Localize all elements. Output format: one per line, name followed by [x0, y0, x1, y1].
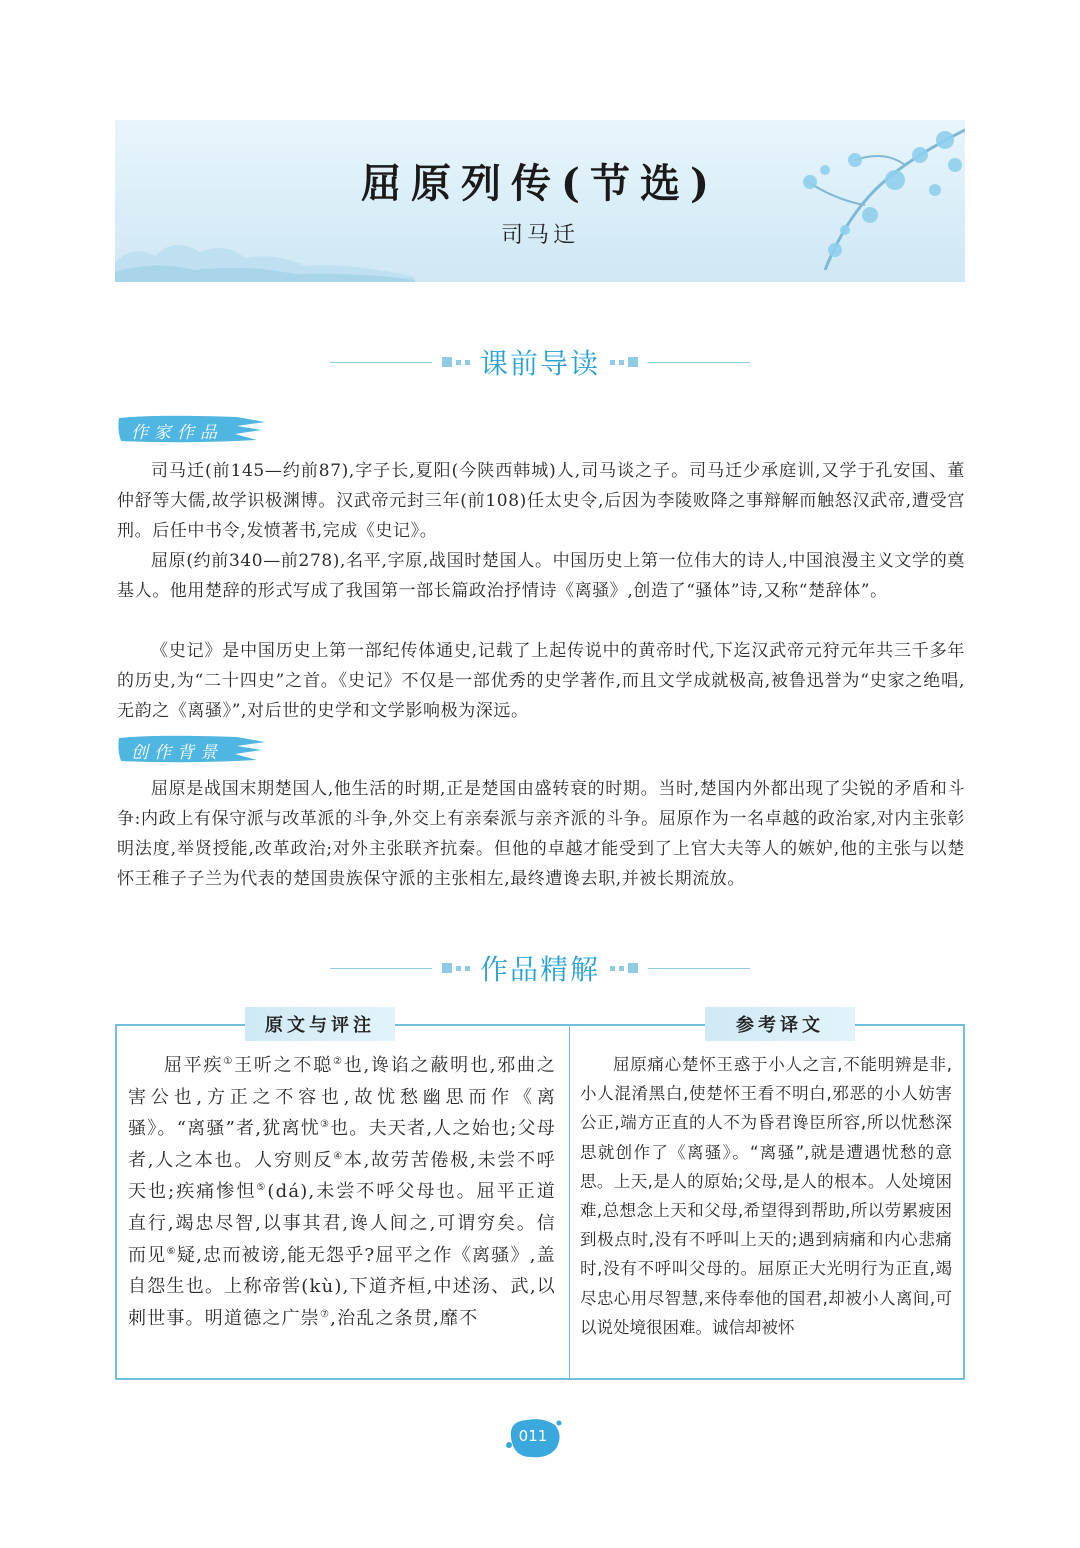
- original-text-tag: 原文与评注: [245, 1007, 395, 1041]
- column-divider: [569, 1026, 570, 1378]
- tag-label: 创作背景: [131, 743, 223, 763]
- footnote-marker: ②: [333, 1056, 344, 1067]
- section-header-analysis: [330, 948, 750, 988]
- tag-label: 作家作品: [131, 423, 223, 443]
- page-number: 011: [518, 1427, 548, 1445]
- divider-line: [330, 968, 432, 969]
- section-title: 课前导读: [480, 347, 601, 380]
- footnote-marker: ④: [333, 1150, 344, 1162]
- footnote-marker: ①: [223, 1056, 235, 1067]
- intro-paragraph-3: 《史记》是中国历史上第一部纪传体通史,记载了上起传说中的黄帝时代,下迄汉武帝元狩元年共三千多年的历史,为“二十四史”之首。《史记》不仅是一部优秀的史学著作,而且文学成就极高,被鲁迅誉为“史家之绝唱,无韵之《离骚》”,对后世的史学和文学影响极为深远。: [117, 641, 965, 721]
- divider-line: [648, 362, 750, 363]
- decor-squares: [442, 357, 470, 367]
- intro-paragraph-2: 屈原(约前340—前278),名平,字原,战国时楚国人。中国历史上第一位伟大的诗人,中国浪漫主义文学的奠基人。他用楚辞的形式写成了我国第一部长篇政治抒情诗《离骚》,创造了“骚体”诗,又称“楚辞体”。: [117, 551, 965, 601]
- divider-line: [648, 968, 750, 969]
- background-paragraph: 屈原是战国末期楚国人,他生活的时期,正是楚国由盛转衰的时期。当时,楚国内外都出现了尖锐的矛盾和斗争:内政上有保守派与改革派的斗争,外交上有亲秦派与亲齐派的斗争。屈原作为一名卓越的政治家,对内主张彰明法度,举贤授能,改革政治;对外主张联齐抗秦。但他的卓越才能受到了上官大夫等人的嫉妒,他的主张与以楚怀王稚子子兰为代表的楚国贵族保守派的主张相左,最终遭谗去职,并被长期流放。: [117, 779, 965, 889]
- footnote-marker: ⑦: [320, 1308, 331, 1320]
- section-title: 作品精解: [480, 953, 601, 986]
- decor-squares: [610, 357, 638, 367]
- section-header-preview: [330, 342, 750, 382]
- translation-text: 屈原痛心楚怀王惑于小人之言,不能明辨是非,小人混淆黑白,使楚怀王看不明白,邪恶的小人妨害公正,端方正直的人不为昏君谗臣所容,所以忧愁深思就创作了《离骚》。“离骚”,就是遭遇忧愁的意思。上天,是人的原始;父母,是人的根本。人处境困难,总想念上天和父母,希望得到帮助,所以劳累疲困到极点时,没有不呼叫上天的;遇到病痛和内心悲痛时,没有不呼叫父母的。屈原正大光明行为正直,竭尽忠心用尽智慧,来侍奉他的国君,却被小人离间,可以说处境很困难。诚信却被怀: [580, 1055, 952, 1337]
- original-text: 屈平疾①王听之不聪②也,谗谄之蔽明也,邪曲之害公也,方正之不容也,故忧愁幽思而作《离骚》。“离骚”者,犹离忧③也。夫天者,人之始也;父母者,人之本也。人穷则反④本,故劳苦倦极,未尝不呼天也;疾痛惨怛⑤(dá),未尝不呼父母也。屈平正道直行,竭忠尽智,以事其君,谗人间之,可谓穷矣。信而见⑥疑,忠而被谤,能无怨乎?屈平之作《离骚》,盖自怨生也。上称帝喾(kù),下道齐桓,中述汤、武,以刺世事。明道德之广崇⑦,治乱之条贯,靡不: [128, 1055, 557, 1329]
- page-number-badge: [503, 1415, 563, 1461]
- footnote-marker: ⑥: [166, 1245, 177, 1257]
- decor-squares: [610, 963, 638, 973]
- tag-author-works: [117, 414, 267, 444]
- footnote-marker: ③: [319, 1119, 331, 1131]
- article-title: 屈原列传(节选): [361, 160, 719, 207]
- title-banner: [115, 120, 965, 282]
- decor-squares: [442, 963, 470, 973]
- article-author: 司马迁: [500, 223, 579, 248]
- footnote-marker: ⑤: [256, 1182, 268, 1194]
- divider-line: [330, 362, 432, 363]
- translation-tag: 参考译文: [705, 1007, 855, 1041]
- tag-background: [117, 734, 267, 764]
- intro-paragraph-1: 司马迁(前145—约前87),字子长,夏阳(今陕西韩城)人,司马谈之子。司马迁少承庭训,又学于孔安国、董仲舒等大儒,故学识极渊博。汉武帝元封三年(前108)任太史令,后因为李陵败降之事辩解而触怒汉武帝,遭受宫刑。后任中书令,发愤著书,完成《史记》。: [117, 461, 965, 541]
